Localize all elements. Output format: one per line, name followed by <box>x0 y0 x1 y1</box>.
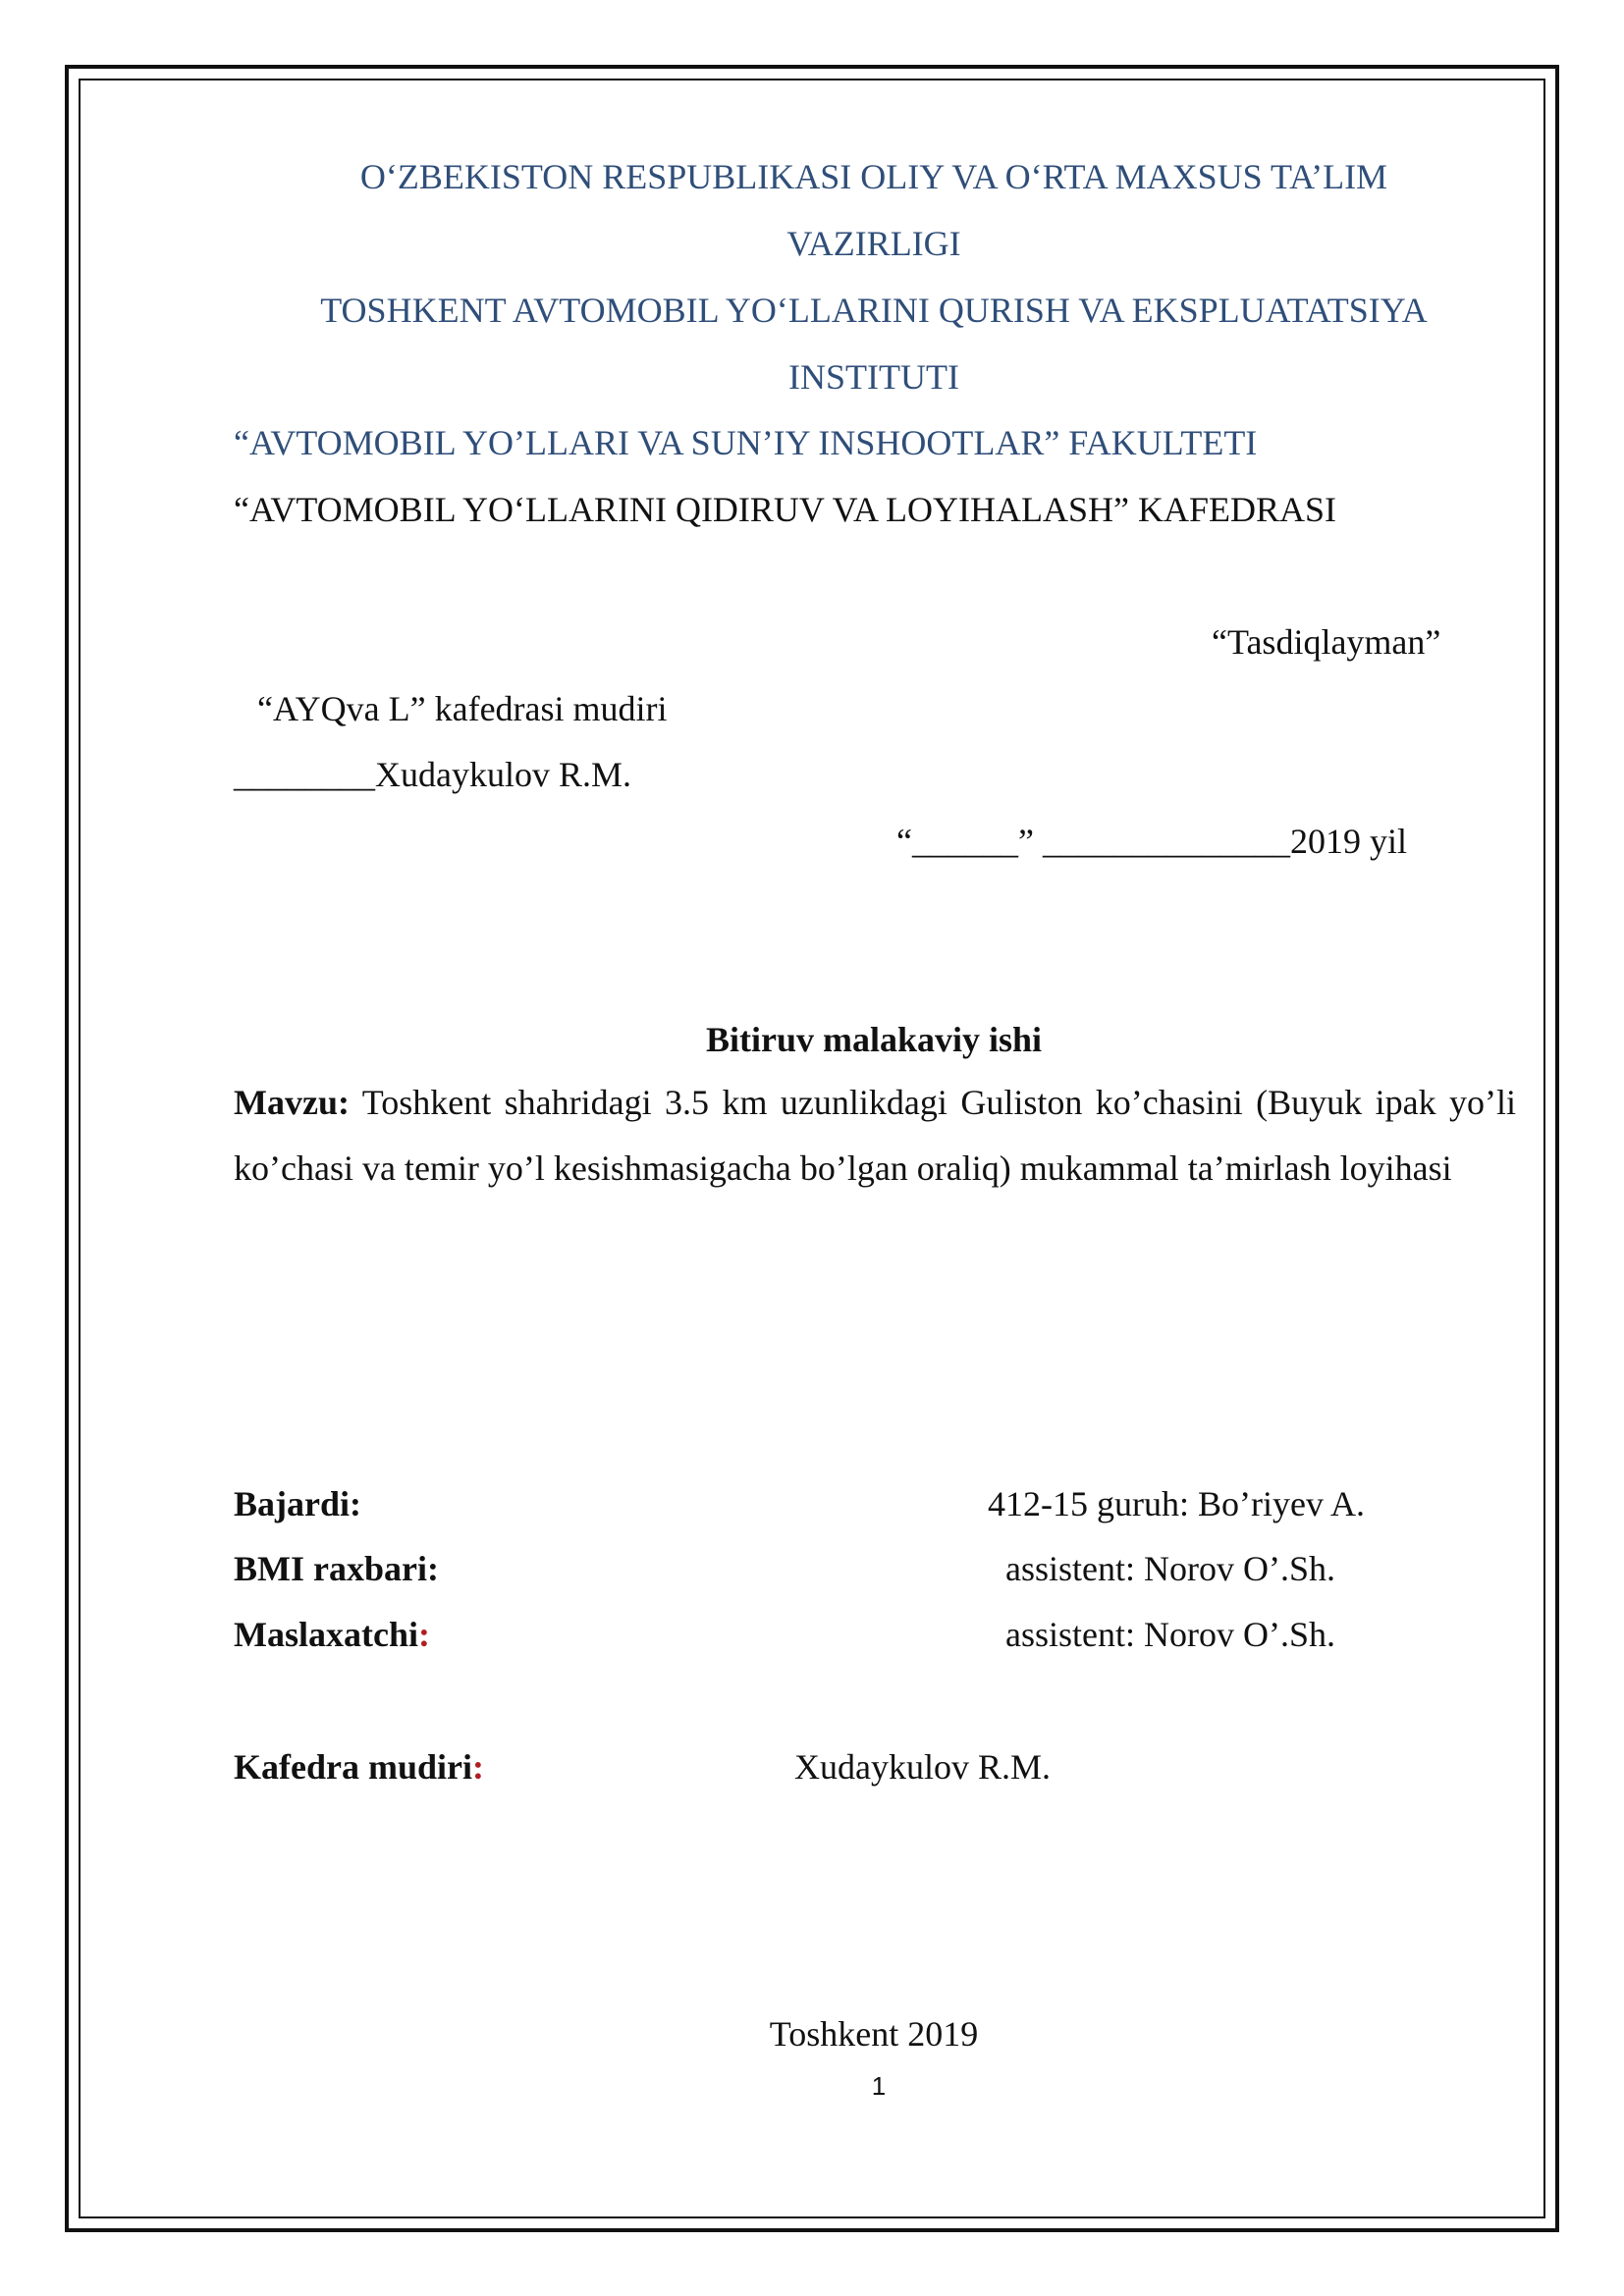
city-year: Toshkent 2019 <box>769 2014 979 2054</box>
consultant-colon: : <box>417 1615 430 1654</box>
faculty-name: “AVTOMOBIL YO’LLARI VA SUN’IY INSHOOTLAR” FAKULTETI <box>234 423 1258 462</box>
head-value: Xudaykulov R.M. <box>794 1747 1051 1787</box>
performed-label: Bajardi: <box>234 1484 361 1523</box>
consultant-value: assistent: Norov O’.Sh. <box>1005 1615 1335 1654</box>
department-head-signature: ________Xudaykulov R.M. <box>234 755 631 794</box>
institute-line-2: INSTITUTI <box>788 357 959 397</box>
head-label: Kafedra mudiri <box>234 1747 472 1787</box>
page-number: 1 <box>871 2071 887 2101</box>
department-head-title: “AYQva L” kafedrasi mudiri <box>257 689 668 728</box>
topic-text: Toshkent shahridagi 3.5 km uzunlikdagi Guliston ko’chasini (Buyuk ipak yo’li ko’chasi va temir yo’l kesishmasigacha bo’lgan oraliq) mukammal ta’mirlash loyihasi <box>234 1083 1516 1188</box>
supervisor-value: assistent: Norov O’.Sh. <box>1005 1549 1335 1588</box>
head-label-line <box>234 1745 484 1789</box>
work-title: Bitiruv malakaviy ishi <box>705 1020 1043 1059</box>
supervisor-label: BMI raxbari: <box>234 1549 439 1588</box>
head-colon: : <box>471 1747 484 1787</box>
consultant-label-line <box>234 1613 430 1656</box>
institute-line-1: TOSHKENT AVTOMOBIL YO‘LLARINI QURISH VA EKSPLUATATSIYA <box>320 291 1428 330</box>
work-topic <box>234 1070 1516 1201</box>
performed-value: 412-15 guruh: Bo’riyev A. <box>988 1484 1365 1523</box>
department-name: “AVTOMOBIL YO‘LLARINI QIDIRUV VA LOYIHALASH” KAFEDRASI <box>234 490 1336 529</box>
approval-date: “______” ______________2019 yil <box>896 822 1407 861</box>
ministry-line-2: VAZIRLIGI <box>786 224 961 263</box>
topic-label: Mavzu: <box>234 1083 350 1122</box>
ministry-line-1: O‘ZBEKISTON RESPUBLIKASI OLIY VA O‘RTA MAXSUS TA’LIM <box>359 157 1388 196</box>
approval-heading: “Tasdiqlayman” <box>1212 622 1441 662</box>
consultant-label: Maslaxatchi <box>234 1615 418 1654</box>
